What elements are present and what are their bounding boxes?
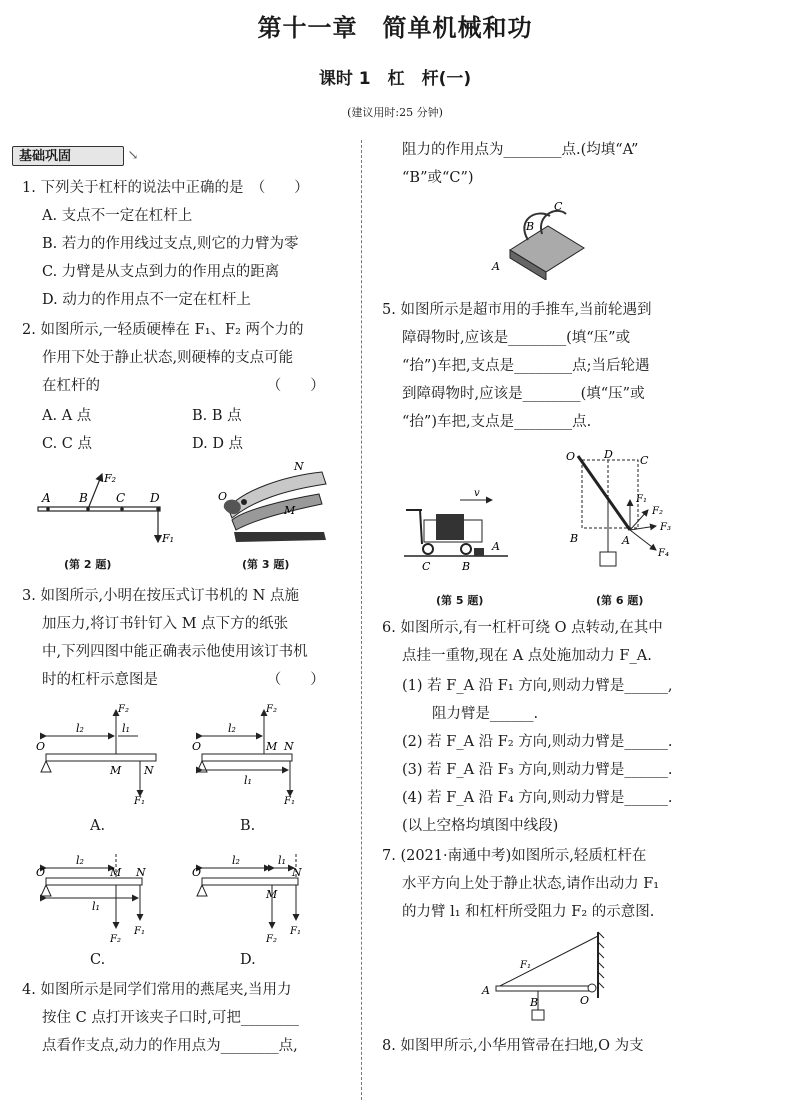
- label-n: N: [294, 460, 304, 473]
- diagram-label: N: [144, 764, 154, 777]
- q6-part3: (3) 若 F_A 沿 F₃ 方向,则动力臂是______.: [402, 762, 673, 778]
- q6-stem-line1: 6. 如图所示,有一杠杆可绕 O 点转动,在其中: [382, 620, 663, 636]
- diagram-label: F₁: [636, 494, 647, 505]
- q3-stem-line4: 时的杠杆示意图是 （ ）: [42, 672, 325, 688]
- q2-option-c: C. C 点: [42, 436, 92, 452]
- diagram-label: A: [492, 540, 500, 553]
- q2-option-d: D. D 点: [192, 436, 244, 452]
- q1-option-a: A. 支点不一定在杠杆上: [42, 208, 193, 224]
- diagram-label: l₁: [122, 722, 130, 735]
- diagram-label: N: [136, 866, 146, 879]
- q4-stem-line5: “B”或“C”): [402, 170, 474, 186]
- diagram-label: N: [284, 740, 294, 753]
- label-m: M: [284, 504, 296, 517]
- q4-binder-clip-illustration: [488, 200, 596, 280]
- section-badge: 基础巩固: [12, 146, 124, 166]
- diagram-label: M: [266, 888, 278, 901]
- diagram-label: l₂: [228, 722, 236, 735]
- label-d: D: [150, 491, 160, 505]
- q1-option-c: C. 力臂是从支点到力的作用点的距离: [42, 264, 280, 280]
- q1-option-b: B. 若力的作用线过支点,则它的力臂为零: [42, 236, 299, 252]
- q5-stem-line4: 到障碍物时,应该是________(填“压”或: [402, 386, 645, 402]
- diagram-label: A: [482, 984, 490, 997]
- q3-stem-line2: 加压力,将订书针钉入 M 点下方的纸张: [42, 616, 289, 632]
- q2-option-b: B. B 点: [192, 408, 242, 424]
- q3-option-d-diagram: [192, 850, 322, 958]
- diagram-label: M: [110, 866, 122, 879]
- diagram-label: O: [566, 450, 576, 463]
- q3-stem-line3: 中,下列四图中能正确表示他使用该订书机: [42, 644, 308, 660]
- label-o: O: [218, 490, 228, 503]
- diagram-label: N: [292, 866, 302, 879]
- q7-stem-line3: 的力臂 l₁ 和杠杆所受阻力 F₂ 的示意图.: [402, 904, 655, 920]
- diagram-label: B: [570, 532, 579, 545]
- q5-stem-line3: “抬”)车把,支点是________点;当后轮遇: [402, 358, 650, 374]
- q7-lever-diagram: [480, 928, 620, 1024]
- q4-stem-line3: 点看作支点,动力的作用点为________点,: [42, 1038, 298, 1054]
- q3-option-a-letter: A.: [90, 818, 106, 834]
- caption-q6: (第 6 题): [596, 594, 644, 607]
- q2-option-a: A. A 点: [42, 408, 92, 424]
- caption-q2: (第 2 题): [64, 558, 112, 571]
- diagram-label: l₂: [76, 854, 84, 867]
- q2-stem-line3: 在杠杆的 （ ）: [42, 378, 325, 394]
- diagram-label: B: [530, 996, 539, 1009]
- diagram-label: M: [110, 764, 122, 777]
- q6-part4: (4) 若 F_A 沿 F₄ 方向,则动力臂是______.: [402, 790, 673, 806]
- chapter-title: 第十一章 简单机械和功: [257, 14, 533, 42]
- q6-note: (以上空格均填图中线段): [402, 818, 559, 834]
- caption-q3: (第 3 题): [242, 558, 290, 571]
- diagram-label: F₁: [134, 796, 145, 807]
- q6-stem-line2: 点挂一重物,现在 A 点处施加动力 F_A.: [402, 648, 652, 664]
- q5-stem-line2: 障碍物时,应该是________(填“压”或: [402, 330, 631, 346]
- diagram-label: l₁: [244, 774, 252, 787]
- lesson-title: 课时 1 杠 杆(一): [318, 69, 472, 89]
- diagram-label: D: [604, 448, 613, 461]
- diagram-label: C: [422, 560, 431, 572]
- q5-stem-line1: 5. 如图所示是超市用的手推车,当前轮遇到: [382, 302, 652, 318]
- q4-stem-line2: 按住 C 点打开该夹子口时,可把________: [42, 1010, 299, 1026]
- q3-stapler-illustration: [214, 460, 336, 552]
- label-a: A: [42, 491, 51, 505]
- q3-option-a-diagram: [36, 700, 166, 808]
- q3-option-b-diagram: [192, 700, 322, 808]
- diagram-label: F₂: [652, 506, 663, 517]
- diagram-label: F₂: [118, 704, 129, 715]
- q2-stem-line1: 2. 如图所示,一轻质硬棒在 F₁、F₂ 两个力的: [22, 322, 304, 338]
- diagram-label: A: [622, 534, 630, 547]
- q5-stem-line5: “抬”)车把,支点是________点.: [402, 414, 592, 430]
- q3-option-d-letter: D.: [240, 952, 256, 968]
- diagram-label: A: [492, 260, 500, 273]
- diagram-label: O: [36, 740, 46, 753]
- diagram-label: F₁: [290, 926, 301, 937]
- suggested-time: (建议用时:25 分钟): [347, 106, 443, 119]
- diagram-label: l₁: [92, 900, 100, 913]
- q7-stem-line2: 水平方向上处于静止状态,请作出动力 F₁: [402, 876, 660, 892]
- q3-option-c-letter: C.: [90, 952, 106, 968]
- label-f2: F₂: [104, 472, 117, 485]
- diagram-label: F₂: [266, 704, 277, 715]
- diagram-label: C: [640, 454, 649, 467]
- q7-stem-line1: 7. (2021·南通中考)如图所示,轻质杠杆在: [382, 848, 647, 864]
- q1-option-d: D. 动力的作用点不一定在杠杆上: [42, 292, 251, 308]
- q1-stem: 1. 下列关于杠杆的说法中正确的是 （ ）: [22, 180, 309, 196]
- q6-part1-line1: (1) 若 F_A 沿 F₁ 方向,则动力臂是______,: [402, 678, 673, 694]
- q6-part1-line2: 阻力臂是______.: [432, 706, 539, 722]
- diagram-label: F₁: [284, 796, 295, 807]
- label-f1: F₁: [162, 532, 175, 545]
- caption-q5: (第 5 题): [436, 594, 484, 607]
- diagram-label: B: [526, 220, 535, 233]
- diagram-label: O: [36, 866, 46, 879]
- diagram-label: F₃: [660, 522, 671, 533]
- diagram-label: F₄: [658, 548, 669, 559]
- q4-stem-line4: 阻力的作用点为________点.(均填“A”: [402, 142, 639, 158]
- diagram-label: l₂: [76, 722, 84, 735]
- label-c: C: [116, 491, 126, 505]
- diagram-label: O: [192, 740, 202, 753]
- diagram-label: O: [580, 994, 590, 1007]
- diagram-label: M: [266, 740, 278, 753]
- label-b: B: [79, 491, 88, 505]
- diagram-label: F₁: [520, 960, 531, 971]
- diagram-label: F₂: [110, 934, 121, 945]
- diagram-label: v: [474, 488, 480, 499]
- diagram-label: l₁: [278, 854, 286, 867]
- diagram-label: C: [554, 200, 563, 213]
- q3-option-c-diagram: [36, 850, 166, 958]
- diagram-label: F₁: [134, 926, 145, 937]
- q2-stem-line2: 作用下处于静止状态,则硬棒的支点可能: [42, 350, 294, 366]
- q3-option-b-letter: B.: [240, 818, 256, 834]
- q2-lever-diagram: [30, 462, 180, 550]
- q6-part2: (2) 若 F_A 沿 F₂ 方向,则动力臂是______.: [402, 734, 673, 750]
- corner-arrow-icon: ↘: [127, 148, 139, 163]
- diagram-label: B: [462, 560, 471, 572]
- diagram-label: O: [192, 866, 202, 879]
- q5-shopping-cart-diagram: [400, 486, 512, 572]
- column-divider: [361, 140, 362, 1100]
- diagram-label: l₂: [232, 854, 240, 867]
- q8-stem-line1: 8. 如图甲所示,小华用管帚在扫地,O 为支: [382, 1038, 644, 1054]
- q4-stem-line1: 4. 如图所示是同学们常用的燕尾夹,当用力: [22, 982, 292, 998]
- diagram-label: F₂: [266, 934, 277, 945]
- q6-lever-diagram: [564, 446, 684, 576]
- q3-stem-line1: 3. 如图所示,小明在按压式订书机的 N 点施: [22, 588, 299, 604]
